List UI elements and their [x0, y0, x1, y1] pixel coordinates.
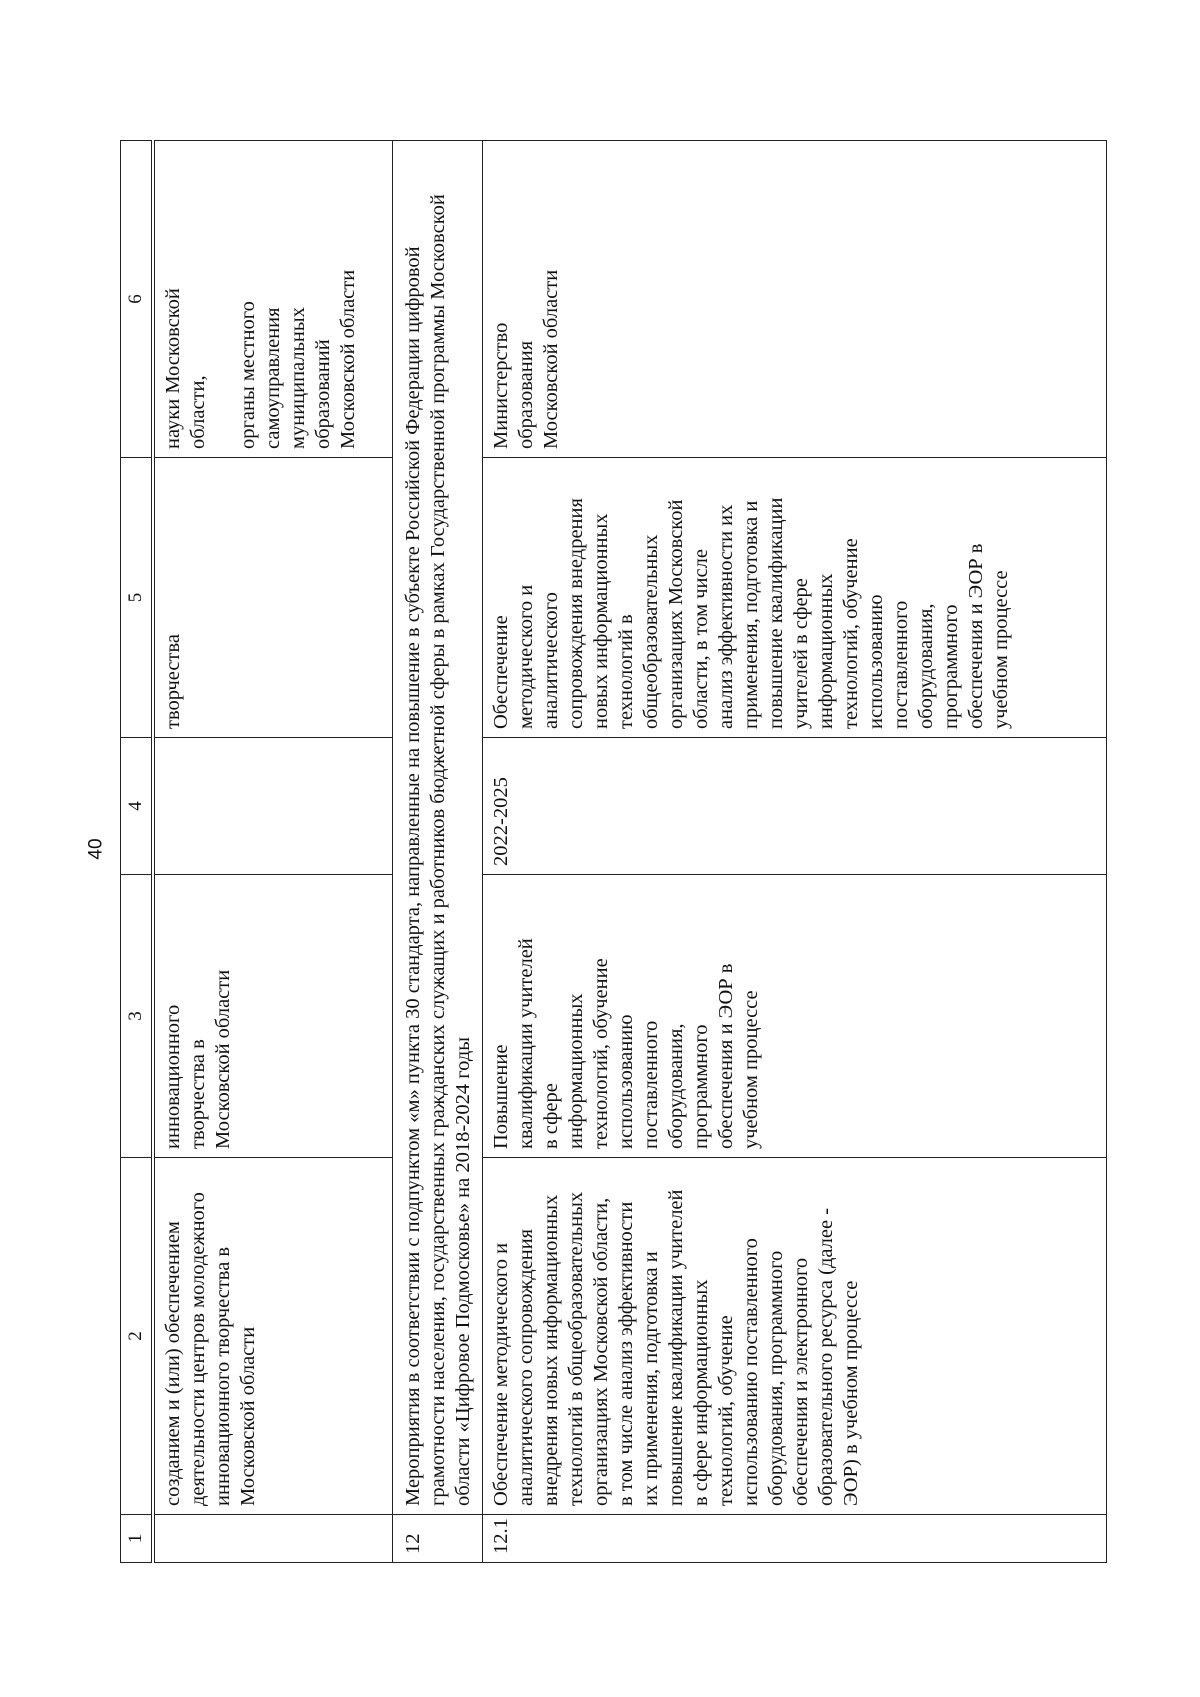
- column-header-4: 4: [121, 738, 152, 875]
- item-responsible-cell: Министерство образования Московской области: [483, 141, 1107, 458]
- item-activity-cell: Обеспечение методического и аналитического сопровождения внедрения новых информационных технологий в общеобразовательных организациях Московской области, в том числе анализ эффективности их применения, подготовка и повышение квалификации учителей в сфере информационных технологий, обучение использованию поставленного оборудования, программного обеспечения и электронного образовательного ресурса (далее - ЭОР) в учебном процессе: [483, 1158, 1107, 1515]
- item-period-cell: 2022-2025: [483, 738, 1107, 875]
- row-number-cell: [155, 1515, 393, 1563]
- column-header-1: 1: [121, 1515, 152, 1563]
- page-number: 40: [85, 838, 107, 860]
- column-header-3: 3: [121, 875, 152, 1158]
- activity-cell: созданием и (или) обеспечением деятельности центров молодежного инновационного творчества в Московской области: [155, 1158, 393, 1515]
- period-cell: [155, 738, 393, 875]
- column-header-5: 5: [121, 458, 152, 738]
- section-number: 12: [393, 1515, 483, 1563]
- header-row: [121, 141, 152, 1563]
- description-cell: творчества: [155, 458, 393, 738]
- responsible-cell: науки Московской области, органы местного самоуправления муниципальных образований Московской области: [155, 141, 393, 458]
- section-row: [393, 141, 483, 1563]
- column-header-6: 6: [121, 141, 152, 458]
- table-row: [483, 141, 1107, 1563]
- result-cell: инновационного творчества в Московской области: [155, 875, 393, 1158]
- item-description-cell: Обеспечение методического и аналитического сопровождения внедрения новых информационных технологий в общеобразовательных организациях Московской области, в том числе анализ эффективности их применения, подготовка и повышение квалификации учителей в сфере информационных технологий, обучение использованию поставленного оборудования, программного обеспечения и ЭОР в учебном процессе: [483, 458, 1107, 738]
- document-table: [120, 140, 1107, 1563]
- section-title: Мероприятия в соответствии с подпунктом «м» пункта 30 стандарта, направленные на повышение в субъекте Российской Федерации цифровой грамотности населения, государственных гражданских служащих и работников бюджетной сферы в рамках Государственной программы Московской области «Цифровое Подмосковье» на 2018-2024 годы: [393, 141, 483, 1515]
- item-result-cell: Повышение квалификации учителей в сфере информационных технологий, обучение использованию поставленного оборудования, программного обеспечения и ЭОР в учебном процессе: [483, 875, 1107, 1158]
- table-row: [155, 141, 393, 1563]
- item-number-cell: 12.1: [483, 1515, 1107, 1563]
- column-header-2: 2: [121, 1158, 152, 1515]
